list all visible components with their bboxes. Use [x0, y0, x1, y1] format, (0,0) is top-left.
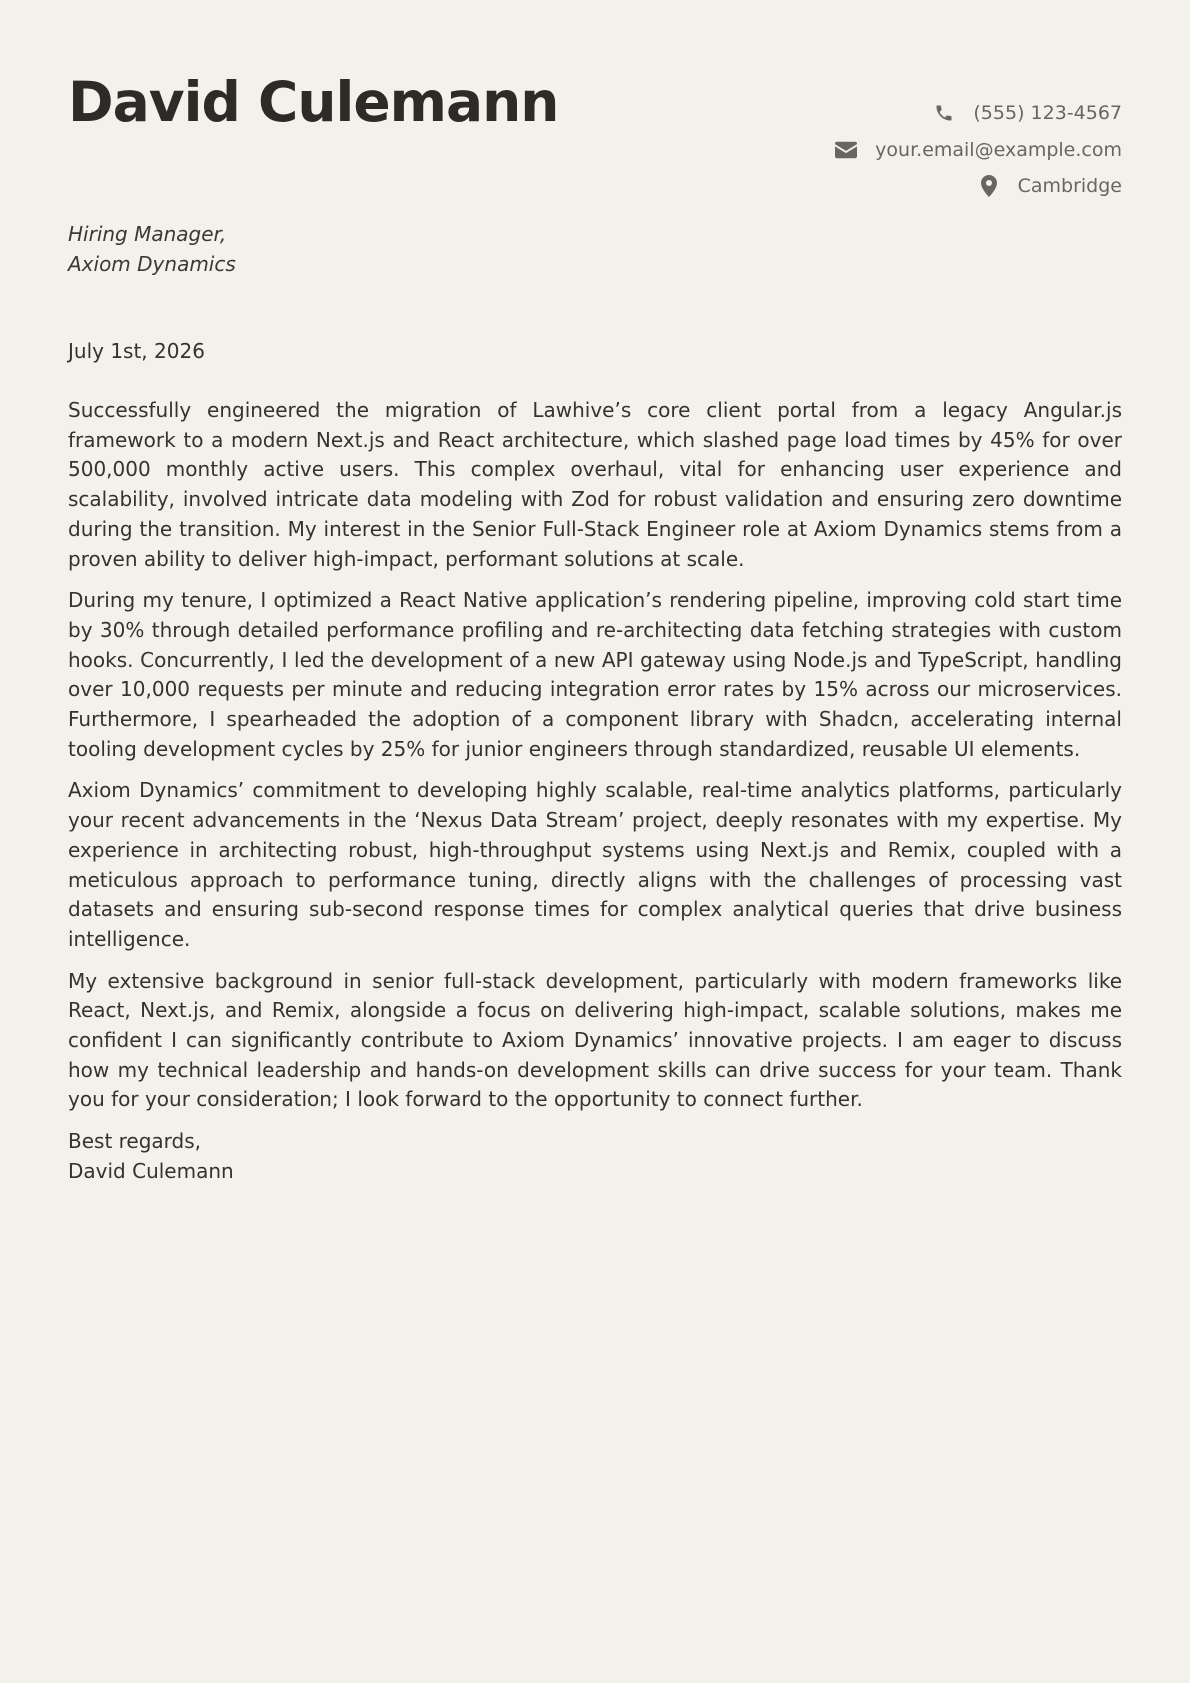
envelope-icon [835, 139, 857, 161]
letter-header [68, 0, 1122, 205]
body-paragraph: Axiom Dynamics’ commitment to developing highly scalable, real-time analytics platforms, particularly your recent advancements in the ‘Nexus Data Stream’ project, deeply resonates with my expertise. My experience in architecting robust, high-throughput systems using Next.js and Remix, coupled with a meticulous approach to performance tuning, directly aligns with the challenges of processing vast datasets and ensuring sub-second response times for complex analytical queries that drive business intelligence. [68, 778, 1122, 951]
phone-icon [933, 102, 955, 124]
body-paragraph: My extensive background in senior full-stack development, particularly with modern frameworks like React, Next.js, and Remix, alongside a focus on delivering high-impact, scalable solutions, makes me confident I can significantly contribute to Axiom Dynamics’ innovative projects. I am eager to discuss how my technical leadership and hands-on development skills can drive success for your team. Thank you for your consideration; I look forward to the opportunity to connect further. [68, 968, 1122, 1112]
phone-text: (555) 123-4567 [973, 102, 1122, 125]
body-paragraph: During my tenure, I optimized a React Native application’s rendering pipeline, improving cold start time by 30% through detailed performance profiling and re-architecting data fetching strategies with custom hooks. Concurrently, I led the development of a new API gateway using Node.js and TypeScript, handling over 10,000 requests per minute and reducing integration error rates by 15% across our microservices. Furthermore, I spearheaded the adoption of a component library with Shadcn, accelerating internal tooling development cycles by 25% for junior engineers through standardized, reusable UI elements. [68, 588, 1122, 761]
letter-body [68, 396, 1122, 1115]
body-paragraph: Successfully engineered the migration of Lawhive’s core client portal from a legacy Angular.js framework to a modern Next.js and React architecture, which slashed page load times by 45% for over 500,000 monthly active users. This complex overhaul, vital for enhancing user experience and scalability, involved intricate data modeling with Zod for robust validation and ensuring zero downtime during the transition. My interest in the Senior Full-Stack Engineer role at Axiom Dynamics stems from a proven ability to deliver high-impact, performant solutions at scale. [68, 398, 1122, 571]
contact-email [835, 132, 1122, 169]
recipient-block [68, 219, 1122, 279]
email-text: your.email@example.com [875, 138, 1122, 161]
location-text: Cambridge [1017, 175, 1122, 198]
recipient-company: Axiom Dynamics [68, 252, 236, 276]
letter-closing [68, 1127, 1122, 1186]
contact-info [835, 95, 1122, 205]
contact-location [835, 168, 1122, 205]
sender-name: David Culemann [68, 70, 559, 134]
closing-signature: David Culemann [68, 1158, 234, 1183]
closing-salutation: Best regards, [68, 1129, 202, 1154]
map-pin-icon [978, 175, 1000, 197]
recipient-title: Hiring Manager, [68, 222, 227, 246]
contact-phone [835, 95, 1122, 132]
letter-date: July 1st, 2026 [68, 339, 205, 363]
